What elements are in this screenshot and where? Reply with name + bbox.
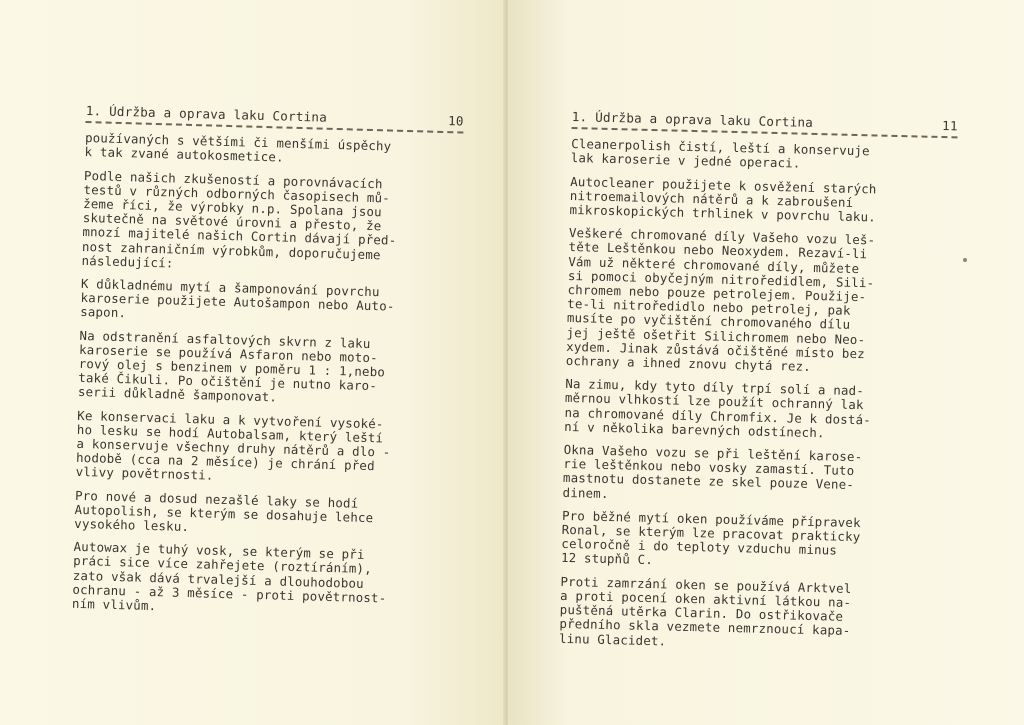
left-paragraph: používaných s většími či menšími úspěchy k tak zvané autokosmetice. xyxy=(84,130,392,165)
right-page xyxy=(508,0,1024,725)
right-paragraph: Pro běžné mytí oken používáme přípravek Ronal, se kterým lze pracovat prakticky celoročně i do teploty vzduchu minus 12 stupňů C. xyxy=(560,507,861,568)
left-page-header xyxy=(86,104,464,129)
left-page xyxy=(0,0,506,725)
ink-speck xyxy=(963,258,967,262)
right-page-number: 11 xyxy=(941,118,958,134)
right-header-title: 1. Údržba a oprava laku Cortina xyxy=(571,109,814,130)
right-page-content xyxy=(559,110,958,664)
right-paragraph: Veškeré chromované díly Vašeho vozu leš- těte Leštěnkou nebo Neoxydem. Rezaví-li Vám už některé chromované díly, můžete si pomoci obyčejným nitroředidlem, Sili- chromem nebo pouze petrolejem. Použije- te-li nitroředidlo nebo petrolej, pak musíte po vyčištění chromovaného dílu jej ještě ošetřit Silichromem nebo Neo- xydem. Jinak zůstává očištěné místo bez ochrany a ihned znovu chytá rez. xyxy=(565,225,876,374)
left-paragraph: Pro nové a dosud nezašlé laky se hodí Autopolish, se kterým se dosahuje lehce vysokého lesku. xyxy=(74,487,374,535)
left-page-number: 10 xyxy=(447,113,464,129)
left-paragraph: Na odstranění asfaltových skvrn z laku karoserie se používá Asfaron nebo moto- rový olej s benzinem v poměru 1 : 1,nebo také Čikuli. Po očištění je nutno karo- serii důkladně šamponovat. xyxy=(77,327,386,405)
right-paragraph: Okna Vašeho vozu se při leštění karose- rie leštěnkou nebo vosky zamastí. Tuto mastnotu dostanete ze skel pouze Vene- dinem. xyxy=(562,441,863,501)
right-paragraph: Proti zamrzání oken se používá Arktvel a proti pocení oken aktivní látkou na- puštěná utěrka Clarin. Do ostřikovače předního skla vezmete nemrznoucí kapa- linu Glacidet. xyxy=(558,573,852,648)
left-paragraph: K důkladnému mytí a šamponování povrchu karoserie použijete Autošampon nebo Auto- sapon. xyxy=(79,275,395,321)
right-paragraph: Na zimu, kdy tyto díly trpí solí a nad- měrnou vlhkostí lze použít ochranný lak na chromované díly Chromfix. Je k dostá- ní v několika barevných odstínech. xyxy=(564,376,872,441)
left-page-content xyxy=(72,104,464,631)
left-paragraph: Autowax je tuhý vosk, se kterým se při práci sice více zahřejete (roztíráním), zato však dává trvalejší a dlouhodobou ochranu - až 3 měsíce - proti povětrnost- ním vlivům. xyxy=(71,539,387,614)
left-header-title: 1. Údržba a oprava laku Cortina xyxy=(85,103,328,125)
left-paragraph: Podle našich zkušeností a porovnávacích testů v různých odborných časopisech mů- žeme říci, že výrobky n.p. Spolana jsou skutečně na světové úrovni a přesto, že mnozí majitelé našich Cortin dávají před- nost zahraničním výrobkům, doporučujeme následující: xyxy=(81,167,397,271)
right-paragraph: Autocleaner použijete k osvěžení starých nitroemailových nátěrů a k zabroušení mikroskopických trhlinek v povrchu laku. xyxy=(569,173,877,225)
left-paragraph: Ke konservaci laku a k vytvoření vysoké- ho lesku se hodí Autobalsam, který leští a konservuje všechny druhy nátěrů a dlo - hodobě (cca na 2 měsíce) je chrání před vlivy povětrnosti. xyxy=(75,407,391,484)
right-paragraph: Cleanerpolish čistí, leští a konservuje lak karoserie v jedné operaci. xyxy=(570,136,871,172)
